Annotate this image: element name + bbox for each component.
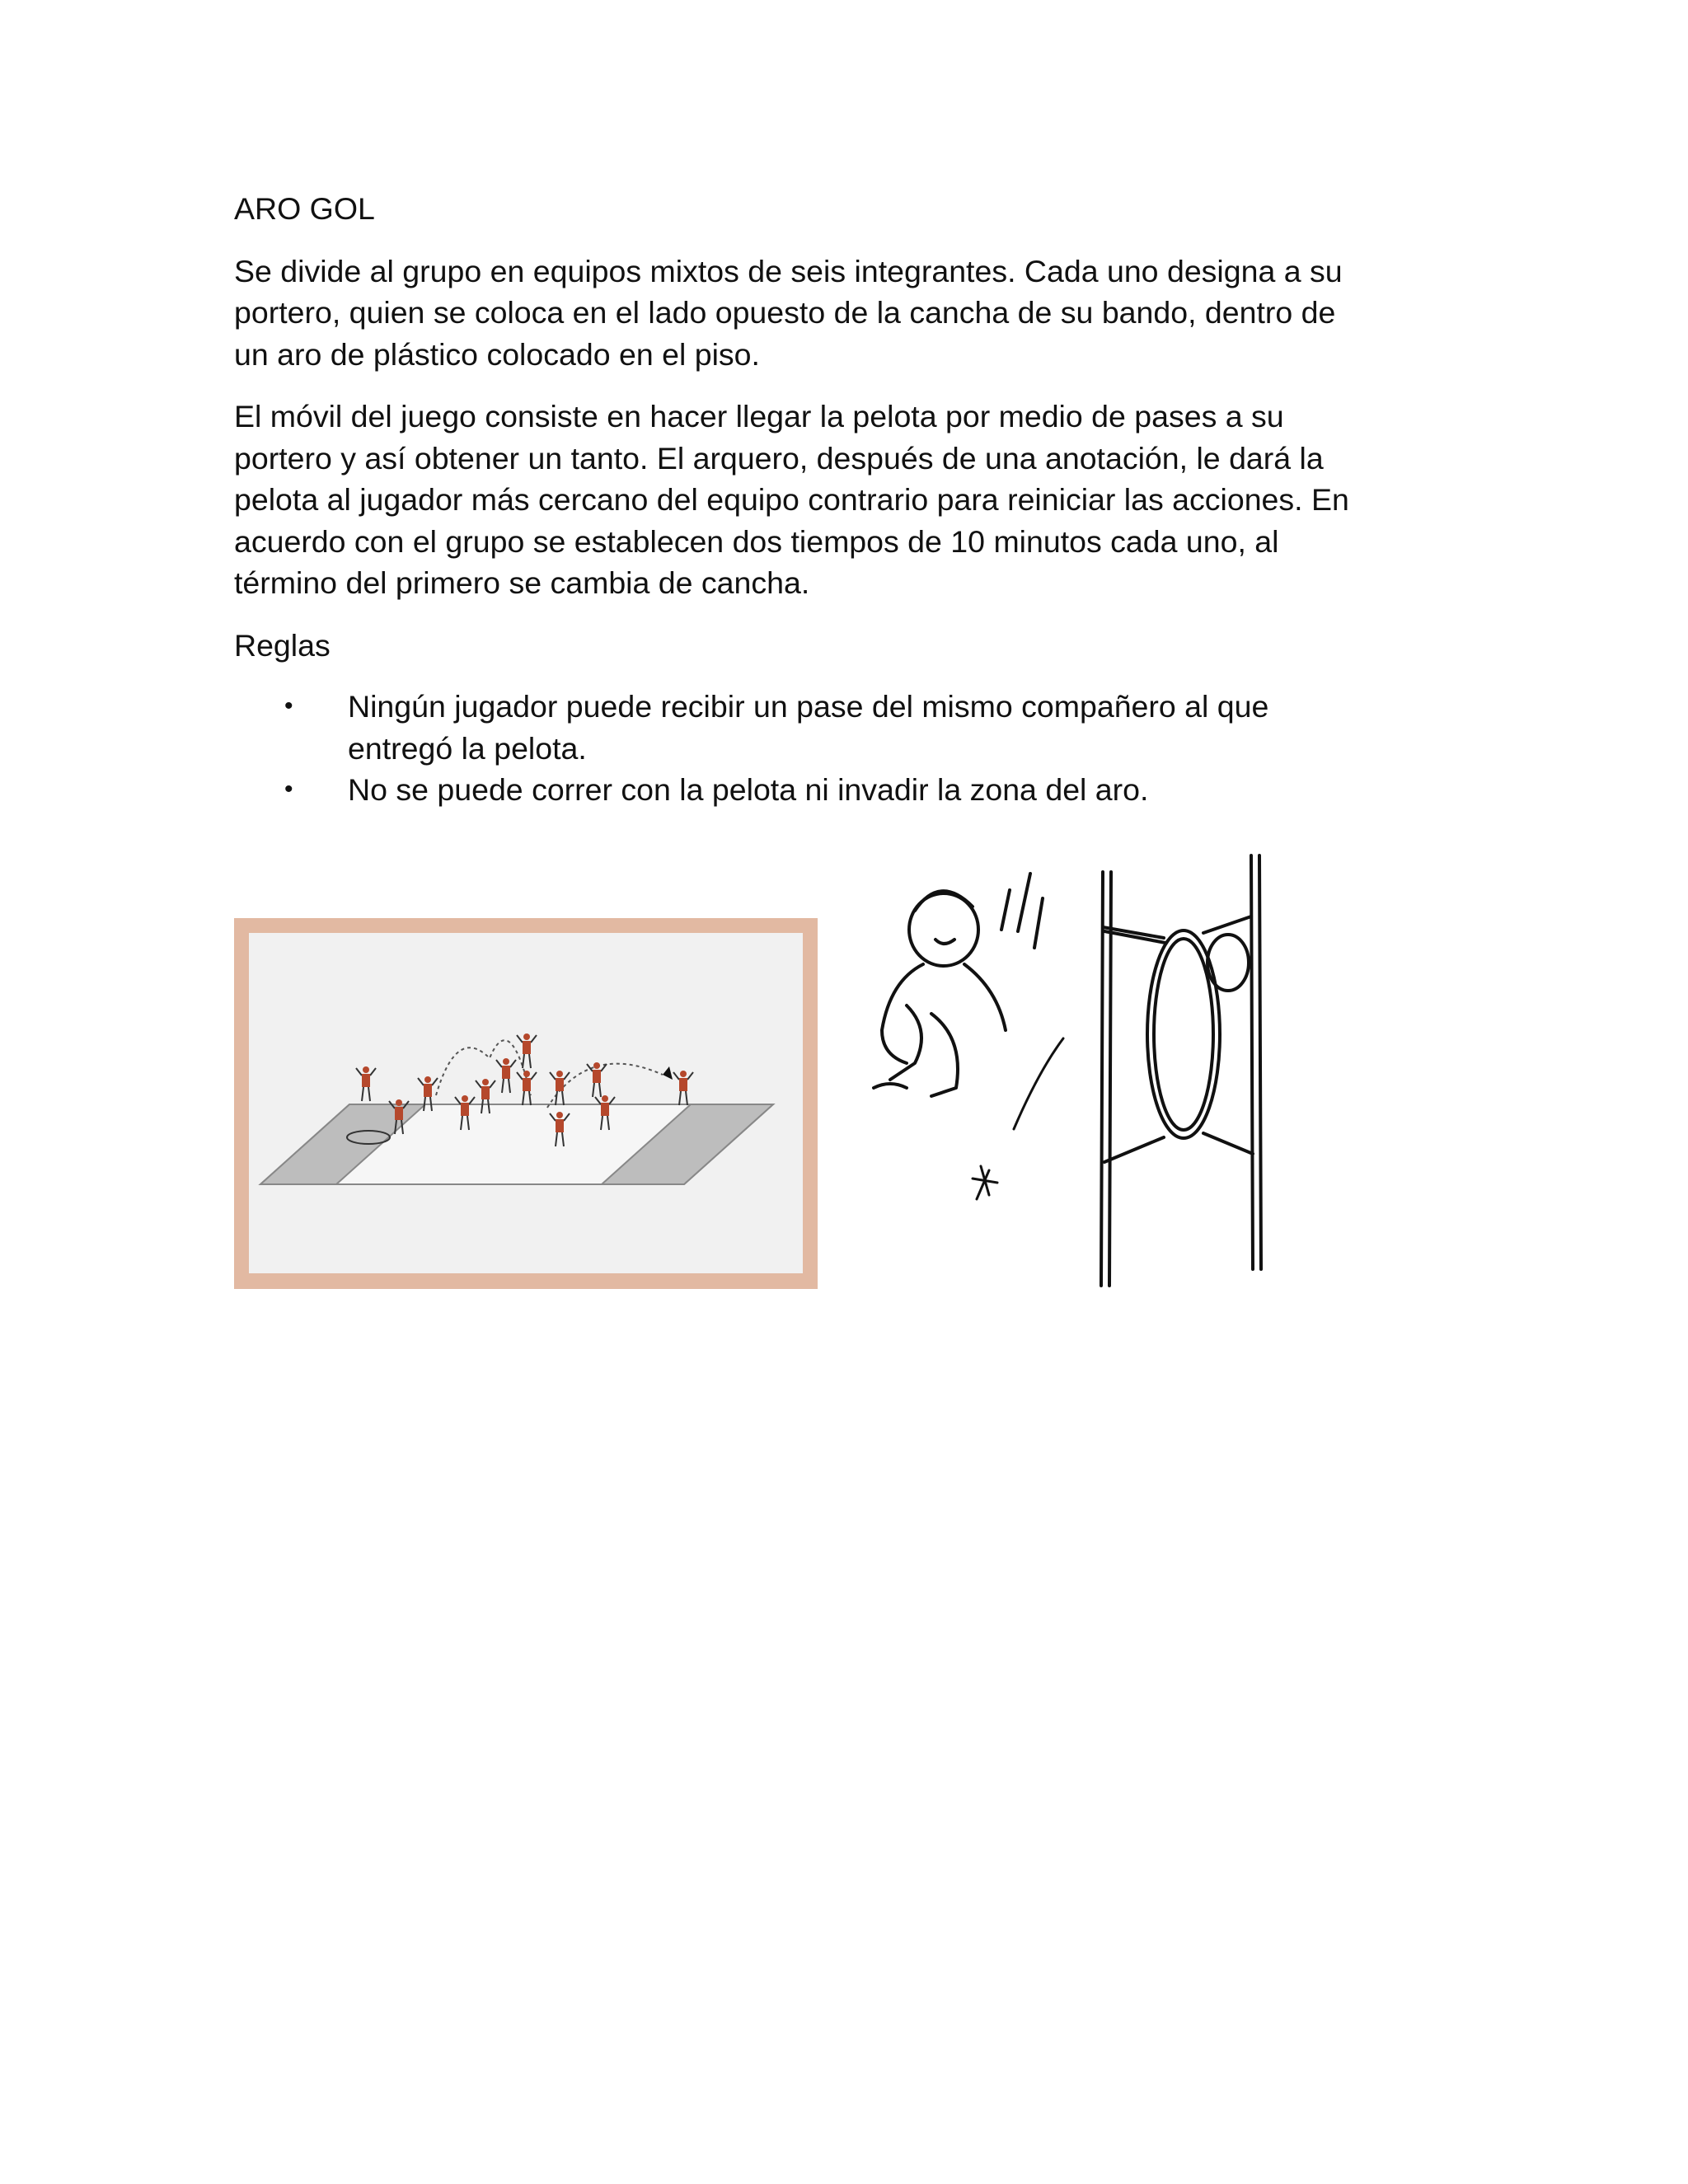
paragraph-game-objective: El móvil del juego consiste en hacer llegar la pelota por medio de pases a su portero y así obtener un tanto. El arquero, después de una anotación, le dará la pelota al jugador más cercano del equipo contrario para reiniciar las acciones. En acuerdo con el grupo se establecen dos tiempos de 10 minutos cada uno, al término del primero se cambia de cancha. bbox=[234, 399, 1349, 600]
rule-text: Ningún jugador puede recibir un pase del mismo compañero al que entregó la pelota. bbox=[348, 689, 1269, 766]
court-background bbox=[249, 933, 803, 1273]
paragraph-rules-intro: Se divide al grupo en equipos mixtos de seis integrantes. Cada uno designa a su portero, quien se coloca en el lado opuesto de la cancha de su bando, dentro de un aro de plástico colocado en el piso. bbox=[234, 253, 1343, 372]
hoop-inner bbox=[1154, 939, 1213, 1130]
bullet-icon: • bbox=[284, 692, 293, 719]
rule-item bbox=[284, 686, 1454, 769]
bullet-icon: • bbox=[284, 776, 293, 803]
left-post bbox=[1101, 872, 1111, 1286]
rope-top-right bbox=[1203, 916, 1251, 933]
rule-text: No se puede correr con la pelota ni invadir la zona del aro. bbox=[348, 772, 1149, 807]
rule-item bbox=[284, 769, 1454, 811]
rope-bottom-right bbox=[1203, 1133, 1253, 1154]
document-text bbox=[234, 188, 1454, 811]
hoop-throw-illustration bbox=[857, 841, 1302, 1294]
document-title: ARO GOL bbox=[234, 191, 375, 226]
rules-list bbox=[234, 686, 1454, 811]
child-thrower-icon bbox=[874, 874, 1043, 1096]
right-post bbox=[1251, 855, 1261, 1269]
ball-icon bbox=[1207, 935, 1249, 991]
impact-burst bbox=[973, 1166, 997, 1199]
ball-trajectory bbox=[1014, 1038, 1063, 1129]
court-diagram-image bbox=[234, 918, 818, 1289]
rope-bottom-left bbox=[1104, 1137, 1164, 1162]
rules-heading: Reglas bbox=[234, 627, 331, 663]
